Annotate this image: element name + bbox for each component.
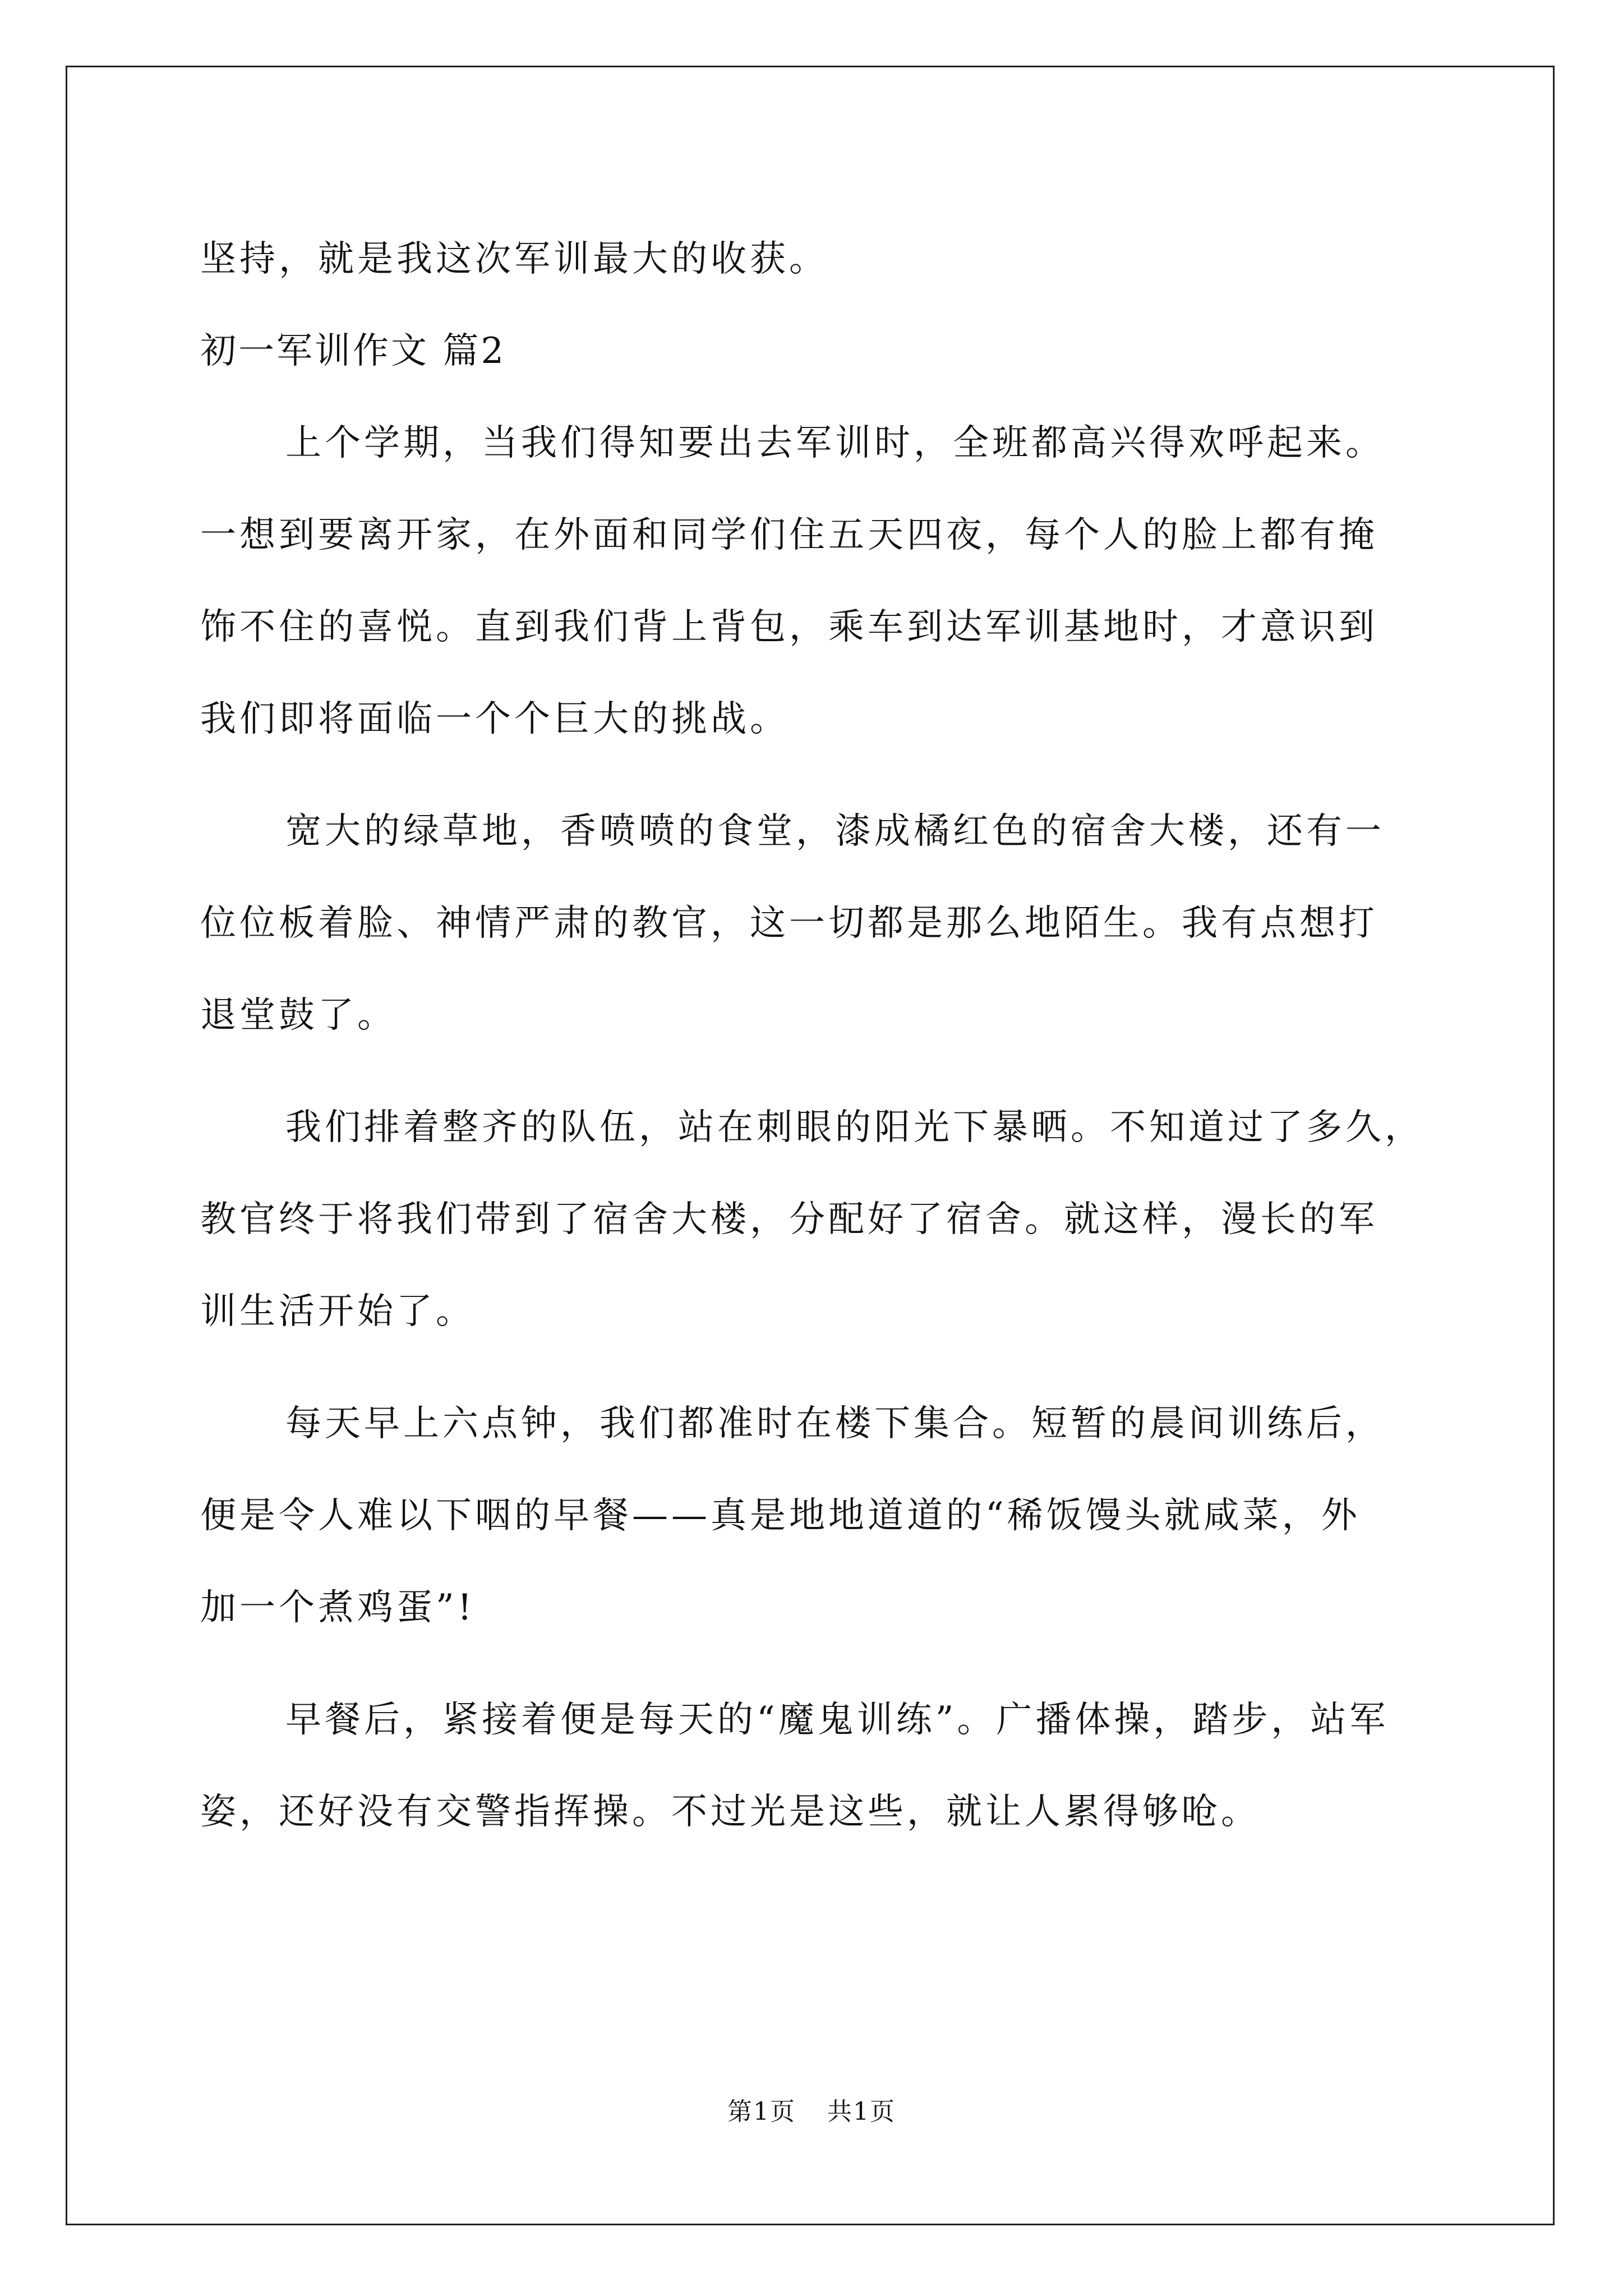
page-footer [0, 2091, 1623, 2127]
paragraph-line: 宽大的绿草地，香喷喷的食堂，漆成橘红色的宿舍大楼，还有一 [285, 811, 1385, 852]
section-heading: 初一军训作文 篇2 [200, 330, 506, 372]
paragraph-line: 教官终于将我们带到了宿舍大楼，分配好了宿舍。就这样，漫长的军 [200, 1199, 1378, 1240]
page-total: 共1页 [827, 2097, 896, 2126]
paragraph-line: 位位板着脸、神情严肃的教官，这一切都是那么地陌生。我有点想打 [200, 903, 1378, 944]
paragraph-line: 每天早上六点钟，我们都准时在楼下集合。短暂的晨间训练后， [285, 1403, 1385, 1444]
paragraph-line: 上个学期，当我们得知要出去军训时，全班都高兴得欢呼起来。 [285, 422, 1385, 464]
paragraph-line: 坚持，就是我这次军训最大的收获。 [200, 238, 828, 280]
page-number: 第1页 [727, 2097, 796, 2126]
paragraph-line: 饰不住的喜悦。直到我们背上背包，乘车到达军训基地时，才意识到 [200, 606, 1378, 648]
paragraph-line: 姿，还好没有交警指挥操。不过光是这些，就让人累得够呛。 [200, 1791, 1260, 1833]
paragraph-line: 训生活开始了。 [200, 1291, 475, 1332]
paragraph-line: 加一个煮鸡蛋”! [200, 1587, 476, 1628]
paragraph-line: 我们即将面临一个个巨大的挑战。 [200, 698, 789, 740]
paragraph-line: 一想到要离开家，在外面和同学们住五天四夜，每个人的脸上都有掩 [200, 514, 1378, 556]
paragraph-line: 早餐后，紧接着便是每天的“魔鬼训练”。广播体操，踏步，站军 [285, 1699, 1389, 1741]
paragraph-line: 便是令人难以下咽的早餐——真是地地道道的“稀饭馒头就咸菜，外 [200, 1495, 1361, 1536]
paragraph-line: 我们排着整齐的队伍，站在刺眼的阳光下暴晒。不知道过了多久， [285, 1107, 1424, 1148]
paragraph-line: 退堂鼓了。 [200, 995, 396, 1036]
document-body [200, 213, 1462, 1858]
